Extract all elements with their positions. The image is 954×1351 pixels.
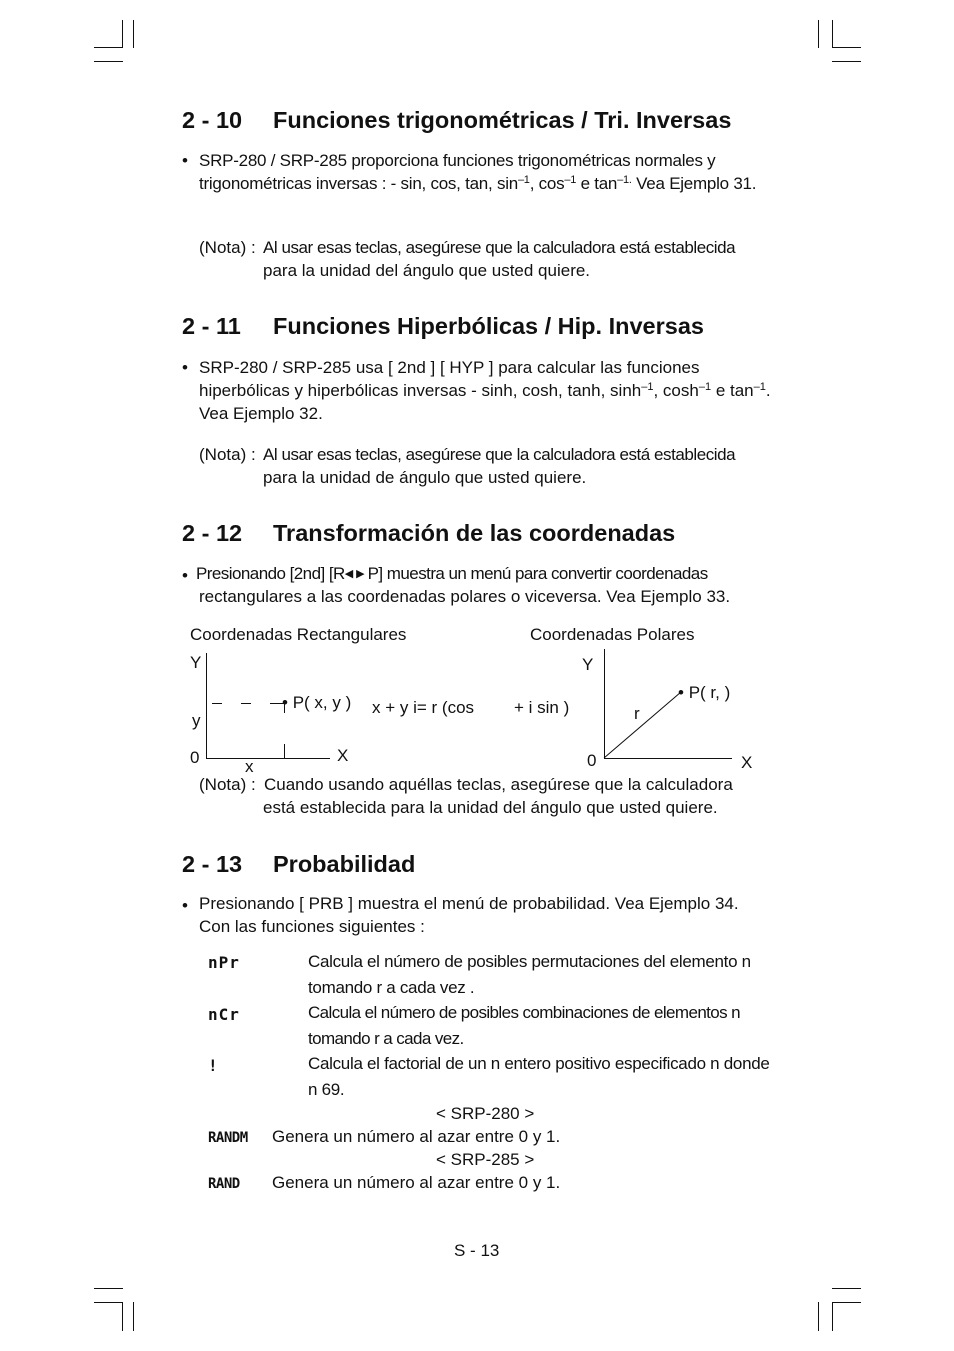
prob-intro-line1: Presionando [ PRB ] muestra el menú de probabilidad. Vea Ejemplo 34. bbox=[199, 894, 739, 913]
bullet: • bbox=[182, 566, 188, 585]
page-number: S - 13 bbox=[454, 1241, 500, 1260]
randm-key: RANDM bbox=[208, 1130, 248, 1146]
coord-paragraph-line1: Presionando [2nd] [R◀▶P] muestra un menú para convertir coordenadas bbox=[196, 564, 708, 583]
rect-title: Coordenadas Rectangulares bbox=[190, 625, 407, 644]
npr-key: nPr bbox=[208, 953, 240, 972]
rand-desc: Genera un número al azar entre 0 y 1. bbox=[272, 1173, 561, 1192]
rand-key: RAND bbox=[208, 1176, 240, 1192]
note-text-cont: para la unidad del ángulo que usted quiere. bbox=[263, 261, 591, 280]
section-title: Funciones Hiperbólicas / Hip. Inversas bbox=[273, 313, 704, 339]
polar-title: Coordenadas Polares bbox=[530, 625, 695, 644]
ncr-key: nCr bbox=[208, 1005, 240, 1024]
note-text-cont: está establecida para la unidad del ángulo que usted quiere. bbox=[263, 798, 718, 817]
hyp-paragraph: SRP-280 / SRP-285 usa [ 2nd ] [ HYP ] para calcular las funciones hiperbólicas y hiperbólicas inversas - sinh, cosh, tanh, $\sinh^{-1}$, $\cosh^{-1} e$ $\tan^{-1}$. Vea Ejemplo 32. bbox=[199, 358, 771, 423]
arrows-icon: ◀▶ bbox=[344, 568, 368, 580]
srp285-heading: < SRP-285 > bbox=[436, 1150, 535, 1169]
rect-y-label: Y bbox=[190, 653, 202, 672]
coord-paragraph-line2: rectangulares a las coordenadas polares o viceversa. Vea Ejemplo 33. bbox=[199, 587, 731, 606]
rect-yl-label: y bbox=[192, 711, 201, 730]
note-text: Al usar esas teclas, asegúrese que la calculadora está establecida bbox=[263, 445, 736, 464]
trig-paragraph: SRP-280 / SRP-285 proporciona funciones trigonométricas normales y trigonométricas inversas : - sin, cos, tan, $\sin^{-1}$, $\cos^{-1} e$ $\tan^{-1.}$ Vea Ejemplo 31. bbox=[199, 151, 757, 193]
formula-part1: x + y i= r (cos bbox=[372, 698, 475, 717]
ncr-desc: Calcula el número de posibles combinaciones de elementos n tomando r a cada vez. bbox=[308, 1003, 741, 1048]
rect-point-label: • P( x, y ) bbox=[282, 693, 352, 712]
section-number: 2 - 12 bbox=[182, 520, 243, 546]
polar-point-label: • P( r, ) bbox=[678, 683, 731, 702]
section-number: 2 - 13 bbox=[182, 851, 243, 877]
section-number: 2 - 10 bbox=[182, 107, 243, 133]
randm-desc: Genera un número al azar entre 0 y 1. bbox=[272, 1127, 561, 1146]
note-text: Al usar esas teclas, asegúrese que la calculadora está establecida bbox=[263, 238, 736, 257]
rect-xl-label: x bbox=[245, 757, 254, 776]
polar-x-label: X bbox=[741, 753, 753, 772]
section-title: Probabilidad bbox=[273, 851, 416, 877]
note-text: Cuando usando aquéllas teclas, asegúrese que la calculadora bbox=[264, 775, 733, 794]
polar-radius bbox=[604, 692, 681, 758]
note-label: (Nota) : bbox=[199, 238, 256, 257]
rect-x-label: X bbox=[337, 746, 349, 765]
formula-part2: + i sin ) bbox=[514, 698, 570, 717]
factorial-key: ! bbox=[208, 1056, 219, 1075]
polar-zero-label: 0 bbox=[587, 751, 597, 770]
npr-desc: Calcula el número de posibles permutaciones del elemento n tomando r a cada vez . bbox=[308, 952, 751, 997]
rect-zero-label: 0 bbox=[190, 748, 200, 767]
section-title: Transformación de las coordenadas bbox=[273, 520, 676, 546]
polar-y-label: Y bbox=[582, 655, 594, 674]
polar-r-label: r bbox=[634, 704, 640, 723]
note-label: (Nota) : bbox=[199, 775, 256, 794]
section-heading-2-13 bbox=[182, 851, 415, 878]
note-label: (Nota) : bbox=[199, 445, 256, 464]
factorial-desc: Calcula el factorial de un n entero positivo especificado n donde n 69. bbox=[308, 1054, 770, 1099]
section-title: Funciones trigonométricas / Tri. Inversas bbox=[273, 107, 732, 133]
bullet: • bbox=[182, 896, 188, 915]
bullet: • bbox=[182, 358, 188, 377]
bullet: • bbox=[182, 151, 188, 170]
note-text-cont: para la unidad de ángulo que usted quiere. bbox=[263, 468, 587, 487]
srp280-heading: < SRP-280 > bbox=[436, 1104, 535, 1123]
prob-intro-line2: Con las funciones siguientes : bbox=[199, 917, 425, 936]
section-number: 2 - 11 bbox=[182, 313, 241, 339]
